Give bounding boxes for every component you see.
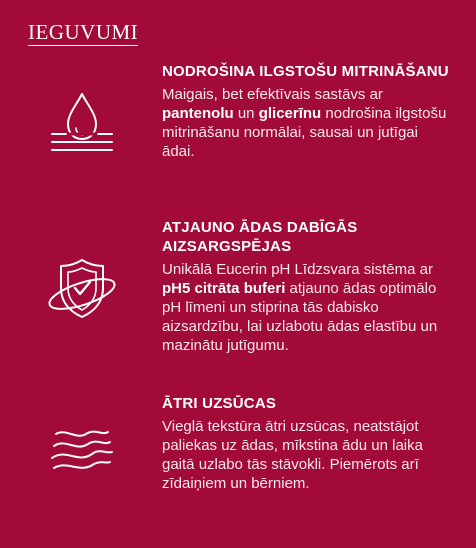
desc-text: un: [233, 105, 259, 122]
fast-absorb-waves-icon: [46, 422, 118, 494]
water-drop-icon: [46, 90, 118, 162]
benefit-title: NODROŠINA ILGSTOŠU MITRINĀŠANU: [162, 63, 449, 80]
desc-bold-text: pantenolu: [162, 105, 234, 122]
benefit-description: [162, 85, 454, 161]
benefit-hydration-text: [162, 62, 454, 161]
desc-text: Maigais, bet efektīvais sastāvs ar: [162, 86, 383, 103]
shield-orbit-icon: [46, 254, 118, 326]
desc-text: atjauno ādas optimālo pH līmeni un stiprina tās dabisko aizsardzību, lai uzlabotu ādas elastību un mazinātu jutīgumu.: [162, 280, 438, 354]
desc-text: nodrošina ilgstošu mitrināšanu normālai, sausai un jutīgai ādai.: [162, 105, 447, 160]
section-heading: IEGUVUMI: [28, 20, 139, 44]
desc-bold-text: glicerīnu: [258, 105, 322, 122]
benefit-absorption-text: [162, 394, 454, 493]
desc-bold-text: pH5 citrāta buferi: [162, 280, 286, 297]
desc-text: Unikālā Eucerin pH Līdzsvara sistēma ar: [162, 261, 433, 278]
benefit-description: [162, 260, 454, 355]
benefit-title: ĀTRI UZSŪCAS: [162, 395, 277, 412]
benefit-protection-text: [162, 218, 454, 355]
benefit-description: Vieglā tekstūra ātri uzsūcas, neatstājot paliekas uz ādas, mīkstina ādu un laika gaitā uzlabo tās stāvokli. Piemērots arī zīdaiņiem un bērniem.: [162, 418, 423, 492]
benefit-title: ATJAUNO ĀDAS DABĪGĀS AIZSARGSPĒJAS: [162, 219, 358, 255]
